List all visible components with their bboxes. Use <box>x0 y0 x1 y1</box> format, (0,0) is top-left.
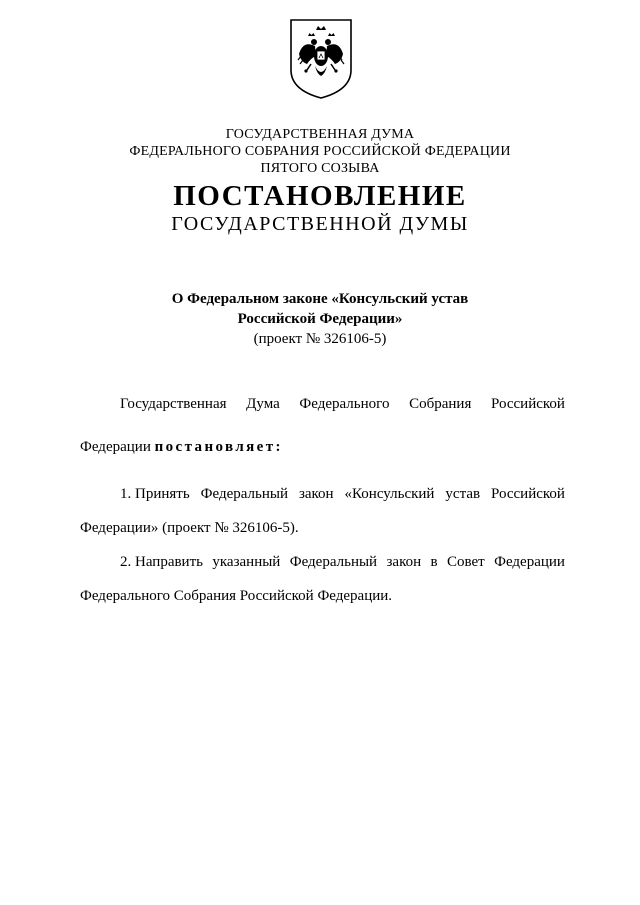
item-1-word: «Консульский <box>344 486 435 502</box>
org-header <box>0 126 640 177</box>
intro-continuation: Федерации <box>80 439 151 455</box>
intro-word: Российской <box>491 396 565 412</box>
org-line-1: ГОСУДАРСТВЕННАЯ ДУМА <box>225 127 415 142</box>
subject-line-3: (проект № 326106-5) <box>253 331 387 347</box>
item-1-line-1 <box>120 486 565 503</box>
intro-word: Собрания <box>409 396 472 412</box>
document-type-title: ПОСТАНОВЛЕНИЕ <box>173 180 467 212</box>
intro-line-2 <box>80 439 565 456</box>
intro-word: Государственная <box>120 396 227 412</box>
intro-word: Дума <box>246 396 280 412</box>
item-1-word: 1. Принять <box>120 486 190 502</box>
item-2-word: Федерации <box>494 554 565 570</box>
item-1-line-2 <box>80 520 565 537</box>
subject-line-1: О Федеральном законе «Консульский устав <box>171 291 469 307</box>
item-2-word: закон <box>386 554 422 570</box>
org-line-2: ФЕДЕРАЛЬНОГО СОБРАНИЯ РОССИЙСКОЙ ФЕДЕРАЦИИ <box>129 144 511 159</box>
item-2-word: 2. Направить <box>120 554 203 570</box>
coat-of-arms-icon <box>289 18 353 100</box>
item-2-word: Совет <box>447 554 485 570</box>
item-2-word: указанный <box>212 554 281 570</box>
item-2-line-2 <box>80 588 565 605</box>
item-1-continuation: Федерации» (проект № 326106-5). <box>80 520 299 536</box>
item-1-word: закон <box>298 486 334 502</box>
document-subtype-title: ГОСУДАРСТВЕННОЙ ДУМЫ <box>171 213 469 235</box>
intro-word: Федерального <box>299 396 390 412</box>
intro-line-1 <box>120 396 565 413</box>
item-2-word: в <box>430 554 438 570</box>
item-2-continuation: Федерального Собрания Российской Федерации. <box>80 588 393 604</box>
item-1-word: Российской <box>491 486 565 502</box>
item-2-line-1 <box>120 554 565 571</box>
item-1-word: Федеральный <box>200 486 288 502</box>
subject-line-2: Российской Федерации» <box>237 311 403 327</box>
intro-verb: постановляет: <box>154 439 283 455</box>
item-1-word: устав <box>445 486 481 502</box>
item-2-word: Федеральный <box>289 554 378 570</box>
document-subject <box>0 289 640 349</box>
org-line-3: ПЯТОГО СОЗЫВА <box>260 161 380 176</box>
